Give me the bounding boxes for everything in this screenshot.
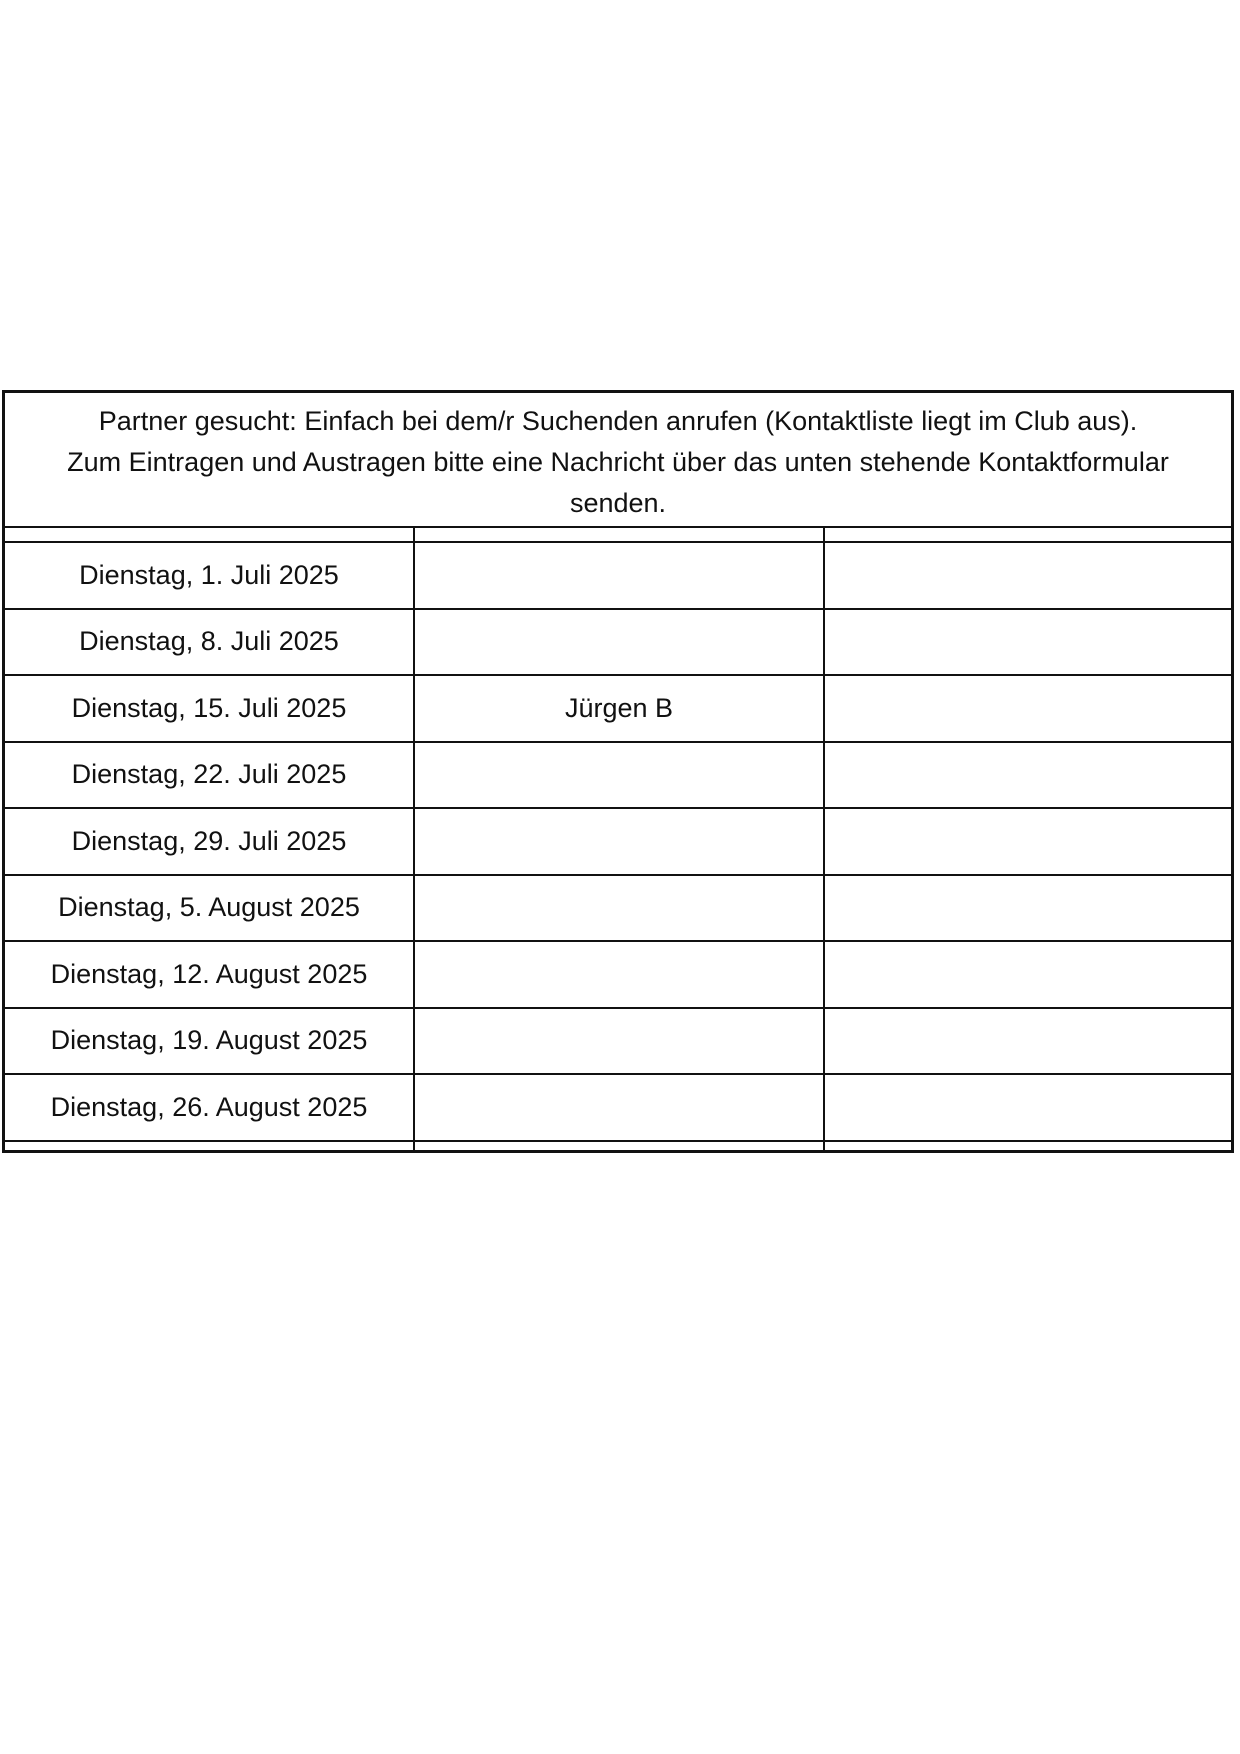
partner-1-cell	[415, 543, 825, 608]
partner-1-cell	[415, 876, 825, 941]
date-cell: Dienstag, 22. Juli 2025	[5, 743, 415, 808]
partner-1-cell	[415, 942, 825, 1007]
table-row	[5, 1075, 1231, 1142]
partner-2-cell	[825, 543, 1231, 608]
column-header-date	[5, 528, 415, 541]
partner-2-cell	[825, 676, 1231, 741]
table-row	[5, 610, 1231, 677]
date-cell: Dienstag, 8. Juli 2025	[5, 610, 415, 675]
column-header-partner-1	[415, 528, 825, 541]
notice-line-1: Partner gesucht: Einfach bei dem/r Suchenden anrufen (Kontaktliste liegt im Club aus).	[98, 406, 1138, 436]
footer-cell	[415, 1142, 825, 1152]
partner-2-cell	[825, 610, 1231, 675]
partner-2-cell	[825, 809, 1231, 874]
column-header-row	[5, 528, 1231, 543]
footer-cell	[825, 1142, 1231, 1152]
table-row	[5, 809, 1231, 876]
table-footer-row	[5, 1142, 1231, 1152]
partner-2-cell	[825, 1075, 1231, 1140]
footer-cell	[5, 1142, 415, 1152]
partner-2-cell	[825, 876, 1231, 941]
partner-table	[2, 390, 1234, 1153]
partner-1-cell	[415, 1009, 825, 1074]
date-cell: Dienstag, 26. August 2025	[5, 1075, 415, 1140]
notice-header	[5, 393, 1231, 528]
table-row	[5, 1009, 1231, 1076]
table-row	[5, 676, 1231, 743]
partner-1-cell	[415, 743, 825, 808]
notice-line-3: senden.	[569, 488, 667, 518]
table-row	[5, 543, 1231, 610]
table-row	[5, 942, 1231, 1009]
date-cell: Dienstag, 19. August 2025	[5, 1009, 415, 1074]
date-cell: Dienstag, 1. Juli 2025	[5, 543, 415, 608]
date-cell: Dienstag, 5. August 2025	[5, 876, 415, 941]
table-row	[5, 743, 1231, 810]
partner-1-cell	[415, 1075, 825, 1140]
partner-2-cell	[825, 942, 1231, 1007]
notice-line-2: Zum Eintragen und Austragen bitte eine Nachricht über das unten stehende Kontaktformular	[67, 447, 1169, 477]
partner-1-cell	[415, 610, 825, 675]
partner-2-cell	[825, 1009, 1231, 1074]
partner-2-cell	[825, 743, 1231, 808]
date-cell: Dienstag, 12. August 2025	[5, 942, 415, 1007]
partner-1-cell: Jürgen B	[415, 676, 825, 741]
column-header-partner-2	[825, 528, 1231, 541]
partner-1-cell	[415, 809, 825, 874]
date-cell: Dienstag, 29. Juli 2025	[5, 809, 415, 874]
table-row	[5, 876, 1231, 943]
date-cell: Dienstag, 15. Juli 2025	[5, 676, 415, 741]
